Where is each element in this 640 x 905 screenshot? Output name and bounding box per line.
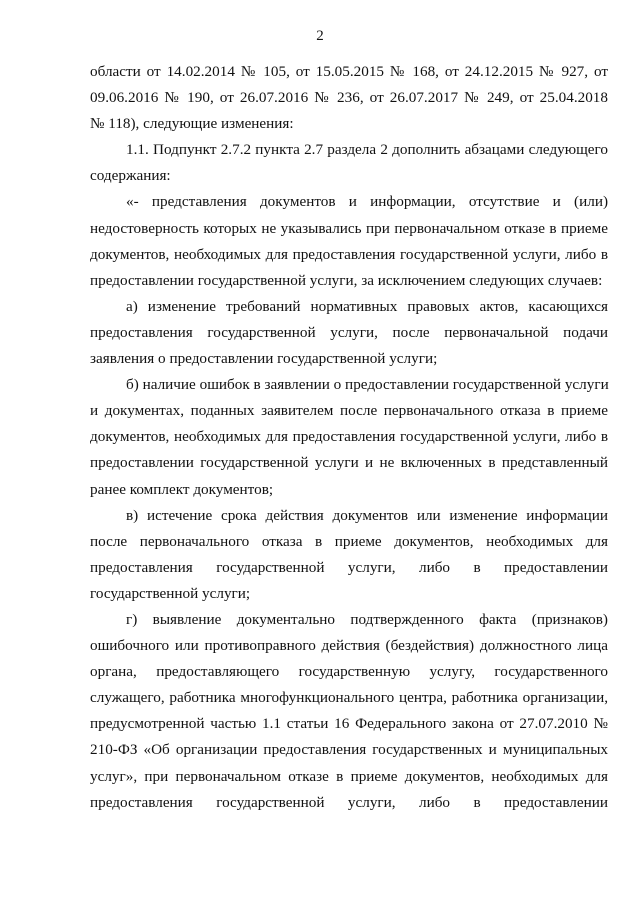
text-line: государственной услуги; (90, 584, 251, 602)
text-line: № 118), следующие изменения: (90, 115, 294, 133)
text-line: г) выявление документально подтвержденного факта (признаков) (126, 610, 608, 628)
text-line: а) изменение требований нормативных правовых актов, касающихся (126, 297, 608, 315)
text-line: «- представления документов и информации, отсутствие и (или) (126, 193, 608, 211)
text-line: б) наличие ошибок в заявлении о предоставлении государственной услуги (126, 376, 609, 394)
text-line: документов, необходимых для предоставления государственной услуги, либо в (90, 428, 608, 446)
text-line: предусмотренной частью 1.1 статьи 16 Федерального закона от 27.07.2010 № (90, 715, 608, 733)
text-line: в) истечение срока действия документов или изменение информации (126, 506, 608, 524)
page-number: 2 (316, 28, 324, 44)
text-line: и документах, поданных заявителем после первоначального отказа в приеме (90, 402, 608, 420)
text-line: услуг», при первоначальном отказе в приеме документов, необходимых для (90, 767, 608, 785)
text-line: служащего, работника многофункционального центра, работника организации, (90, 689, 608, 707)
text-line: ранее комплект документов; (90, 480, 274, 498)
text-line: ошибочного или противоправного действия (бездействия) должностного лица (90, 637, 608, 655)
text-line: содержания: (90, 167, 171, 185)
text-line: органа, предоставляющего государственную услугу, государственного (90, 663, 608, 681)
text-line: после первоначального отказа в приеме документов, необходимых для (90, 532, 608, 550)
text-line: 1.1. Подпункт 2.7.2 пункта 2.7 раздела 2 дополнить абзацами следующего (126, 141, 608, 159)
document-body (90, 59, 608, 816)
text-line: документов, необходимых для предоставления государственной услуги, либо в (90, 245, 608, 263)
text-line: 210-ФЗ «Об организации предоставления государственных и муниципальных (90, 741, 608, 759)
text-line: недостоверность которых не указывались при первоначальном отказе в приеме (90, 219, 608, 237)
text-line: предоставления государственной услуги, либо в предоставлении (90, 793, 608, 811)
text-line: предоставления государственной услуги, после первоначальной подачи (90, 323, 608, 341)
text-line: предоставления государственной услуги, либо в предоставлении (90, 558, 608, 576)
text-line: предоставлении государственной услуги и не включенных в представленный (90, 454, 608, 472)
text-line: предоставлении государственной услуги, за исключением следующих случаев: (90, 271, 603, 289)
text-line: 09.06.2016 № 190, от 26.07.2016 № 236, от 26.07.2017 № 249, от 25.04.2018 (90, 89, 608, 107)
text-line: области от 14.02.2014 № 105, от 15.05.2015 № 168, от 24.12.2015 № 927, от (90, 63, 608, 80)
text-line: заявления о предоставлении государственной услуги; (90, 350, 438, 368)
